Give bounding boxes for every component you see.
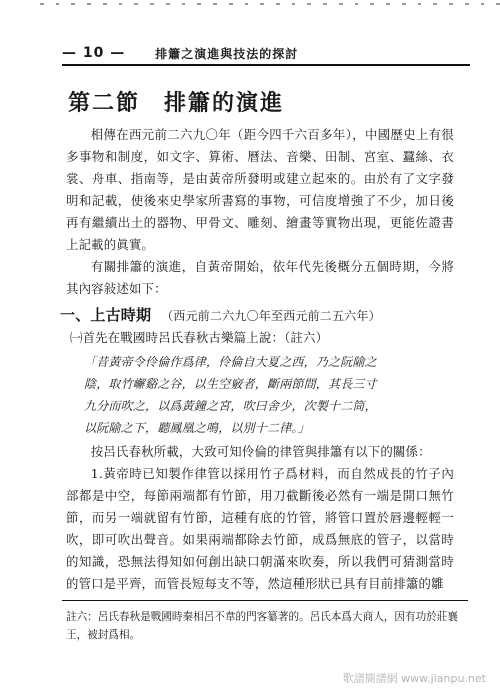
running-title: 排簫之演進與技法的探討 <box>155 46 299 61</box>
subsection-range: （西元前二六九〇年至西元前二五六年） <box>161 309 381 323</box>
quote-line: 「昔黃帝令伶倫作爲律，伶倫自大夏之西，乃之阮隃之 <box>84 355 377 369</box>
list-item-1: ㈠首先在戰國時呂氏春秋古樂篇上說：（註六） <box>70 330 329 345</box>
watermark: 歌譜簡譜網 www.jianpu.net <box>342 672 486 685</box>
paragraph-point-1: 1.黃帝時已知製作律管以採用竹子爲材料，而自然成長的竹子內部都是中空，每節兩端都有竹節，用刀截斷後必然有一端是開口無竹節，而另一端就留有竹節，這種有底的竹管，將管口置於唇邊輕輕一吹，即可吹出聲音。如果兩端都除去竹節，成爲無底的管子，以當時的知識，恐無法得知如何創出缺口朝滿來吹奏，所以我們可猜測當時的管口是平齊，而管長短每支不等，然這種形狀已具有目前排簫的雛 <box>66 466 454 591</box>
quotation-block <box>84 351 454 439</box>
header-rule <box>62 64 470 66</box>
page-number: — 10 — <box>62 45 126 61</box>
paragraph-relation: 按呂氏春秋所載，大致可知伶倫的律管與排簫有以下的關係： <box>90 444 431 459</box>
paragraph-intro: 相傳在西元前二六九〇年（距今四千六百多年），中國歷史上有很多事物和制度，如文字、算術、曆法、音樂、田制、宮室、蠶絲、衣裳、舟車、指南等，是由黃帝所發明或建立起來的。由於有了文字發明和記載，使後來史學家所書寫的事物，可信度增強了不少，加日後再有繼續出土的器物、甲骨文、雕刻、繪畫等實物出現，更能佐證書上記載的眞實。 <box>66 127 454 252</box>
footnote-rule <box>62 600 468 601</box>
subsection-title: 一、上古時期 <box>60 306 152 324</box>
quote-line: 九分而吹之，以爲黃鐘之宮，吹曰舍少，次製十二筒， <box>84 399 377 413</box>
subsection-heading <box>60 304 454 327</box>
paragraph-periods: 有關排簫的演進，自黃帝開始，依年代先後概分五個時期，今將其內容敍述如下： <box>66 259 454 296</box>
running-header <box>62 44 470 62</box>
footnote: 註六：呂氏春秋是戰國時秦相呂不韋的門客纂著的。呂氏本爲大商人，因有功於莊襄王，被封爲相。 <box>66 611 458 641</box>
body-text <box>60 124 454 595</box>
top-edge-marks <box>0 0 500 8</box>
quote-line: 以阮隃之下，聽鳳凰之鳴，以別十二律。」 <box>84 421 310 435</box>
section-title: 第二節 排簫的演進 <box>68 90 285 116</box>
quote-line: 陰，取竹嶰谿之谷，以生空竅者，斷兩節間，其長三寸 <box>84 377 377 391</box>
